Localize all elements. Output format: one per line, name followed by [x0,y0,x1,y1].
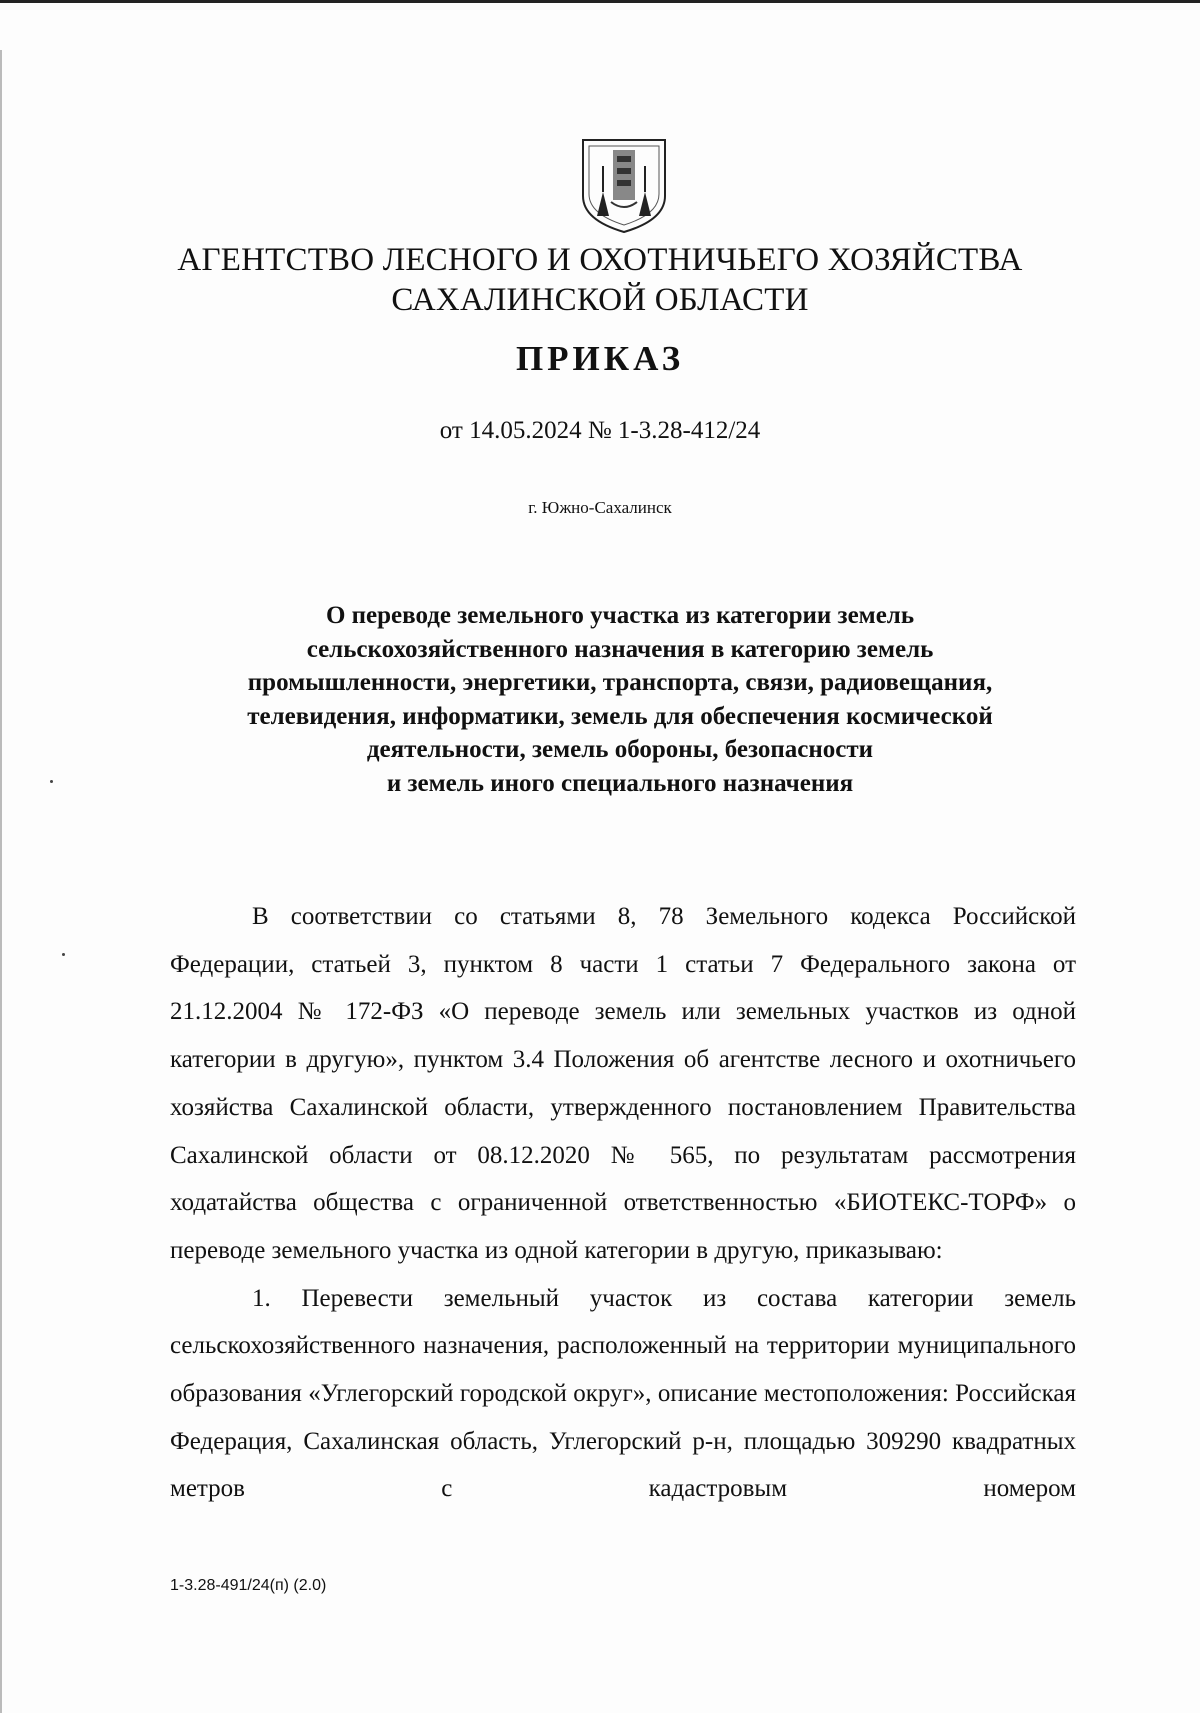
body-paragraph-preamble: В соответствии со статьями 8, 78 Земельного кодекса Российской Федерации, статьей 3, пунктом 8 части 1 статьи 7 Федерального закона от 21.12.2004 № 172-ФЗ «О переводе земель или земельных участков из одной категории в другую», пунктом 3.4 Положения об агентстве лесного и охотничьего хозяйства Сахалинской области, утвержденного постановлением Правительства Сахалинской области от 08.12.2020 № 565, по результатам рассмотрения ходатайства общества с ограниченной ответственностью «БИОТЕКС-ТОРФ» о переводе земельного участка из одной категории в другую, приказываю: [170,903,1076,1264]
subject-line: деятельности, земель обороны, безопасности [366,736,874,763]
subject-line: телевидения, информатики, земель для обеспечения космической [247,702,993,730]
agency-name-line2: САХАЛИНСКОЙ ОБЛАСТИ [391,282,809,318]
subject-line: промышленности, энергетики, транспорта, связи, радиовещания, [247,669,993,696]
issue-city: г. Южно-Сахалинск [528,498,672,517]
document-subject [180,599,1060,800]
footer-registration-code: 1-3.28-491/24(п) (2.0) [170,1577,327,1594]
document-number: от 14.05.2024 № 1-3.28-412/24 [439,417,761,444]
agency-name [150,240,1050,320]
scan-top-edge [0,0,1200,3]
scan-left-edge [0,50,2,1713]
scan-speck [62,953,65,956]
body-paragraph-item-1: 1. Перевести земельный участок из состава категории земель сельскохозяйственного назначения, расположенный на территории муниципального образования «Углегорский городской округ», описание местоположения: Российская Федерация, Сахалинская область, Углегорский р-н, площадью 309290 квадратных метров с кадастровым номером [170,1284,1076,1503]
agency-name-line1: АГЕНТСТВО ЛЕСНОГО И ОХОТНИЧЬЕГО ХОЗЯЙСТВА [177,242,1023,278]
document-type: ПРИКАЗ [515,339,685,378]
subject-line: сельскохозяйственного назначения в категорию земель [306,635,934,663]
coat-of-arms-icon [577,136,671,234]
subject-line: и земель иного специального назначения [386,769,854,797]
document-body [170,893,1076,1513]
scan-speck [50,780,53,783]
subject-line: О переводе земельного участка из категории земель [325,602,915,629]
